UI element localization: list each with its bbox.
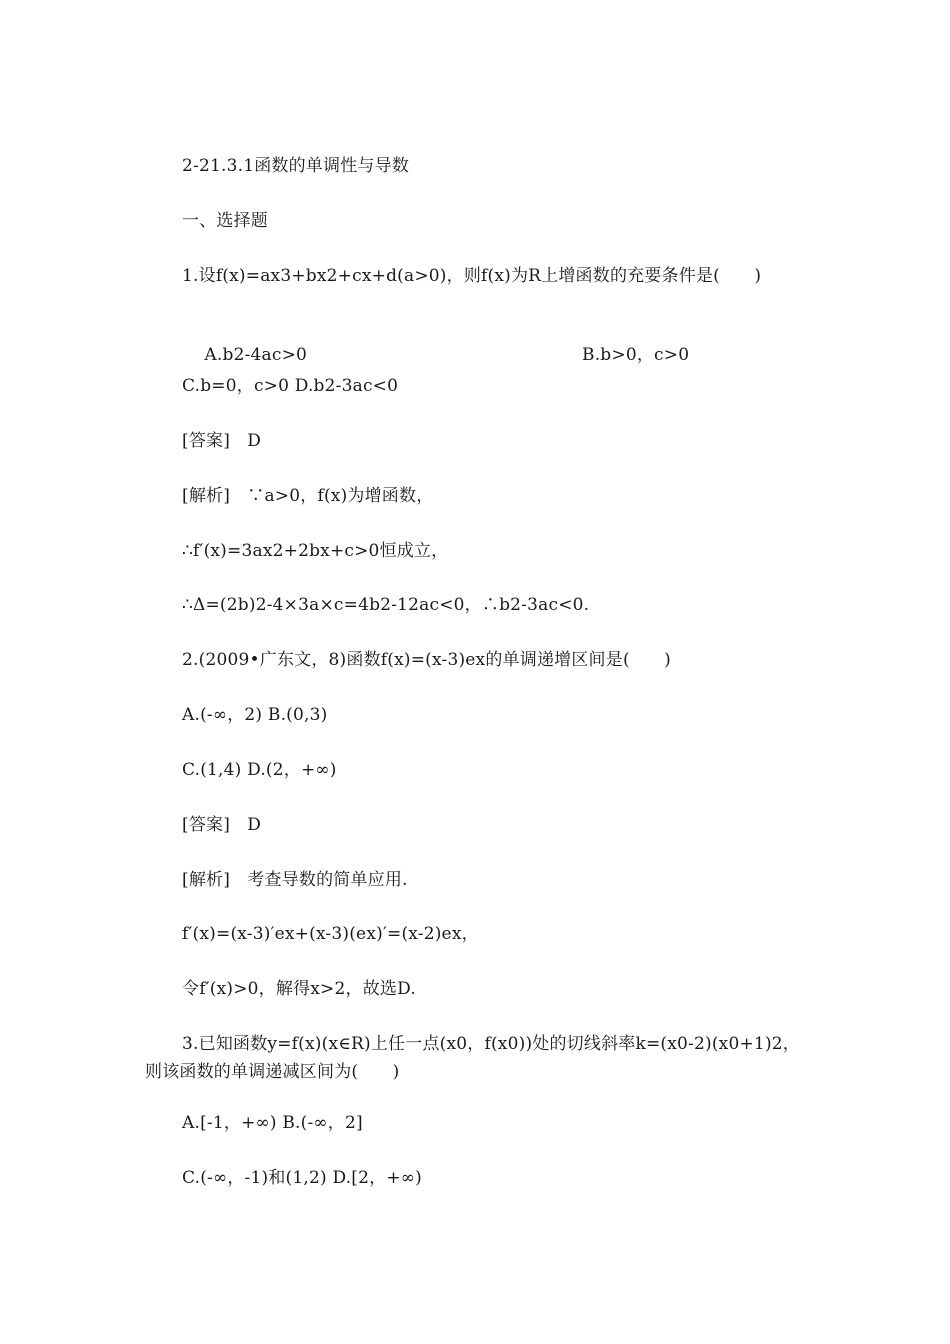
- question-2-options-cd: C.(1,4) D.(2，+∞): [182, 760, 337, 780]
- question-3-stem: 3.已知函数y=f(x)(x∈R)上任一点(x0，f(x0))处的切线斜率k=(x0-2)(x0+1)2，则该函数的单调递减区间为( ): [145, 1034, 800, 1082]
- question-2-options-ab: A.(-∞，2) B.(0,3): [182, 705, 328, 725]
- question-2-analysis-line: 令f′(x)>0，解得x>2，故选D.: [182, 979, 416, 999]
- question-3-options-cd: C.(-∞，-1)和(1,2) D.[2，+∞): [182, 1168, 422, 1188]
- question-1-option-a: A.b2-4ac>0: [204, 345, 308, 365]
- question-3-options-ab: A.[-1，+∞) B.(-∞，2]: [182, 1113, 363, 1133]
- page-title: 2-21.3.1函数的单调性与导数: [182, 156, 410, 176]
- question-1-analysis-line: ∴f′(x)=3ax2+2bx+c>0恒成立，: [182, 541, 449, 561]
- section-heading: 一、选择题: [182, 211, 268, 231]
- question-2-analysis-line: f′(x)=(x-3)′ex+(x-3)(ex)′=(x-2)ex，: [182, 924, 479, 944]
- question-2-answer: [答案] D: [182, 815, 262, 835]
- question-2-stem: 2.(2009•广东文，8)函数f(x)=(x-3)ex的单调递增区间是( ): [182, 650, 672, 670]
- question-1-analysis-line: ∴Δ=(2b)2-4×3a×c=4b2-12ac<0，∴b2-3ac<0.: [182, 595, 590, 615]
- question-1-analysis-line: [解析] ∵a>0，f(x)为增函数，: [182, 486, 434, 506]
- question-1-stem: 1.设f(x)=ax3+bx2+cx+d(a>0)，则f(x)为R上增函数的充要条件是( ): [182, 266, 762, 286]
- question-1-answer: [答案] D: [182, 431, 262, 451]
- question-1-options-cd: C.b=0，c>0 D.b2-3ac<0: [182, 376, 399, 396]
- question-2-analysis-line: [解析] 考查导数的简单应用.: [182, 870, 408, 890]
- question-1-option-b: B.b>0，c>0: [582, 345, 690, 365]
